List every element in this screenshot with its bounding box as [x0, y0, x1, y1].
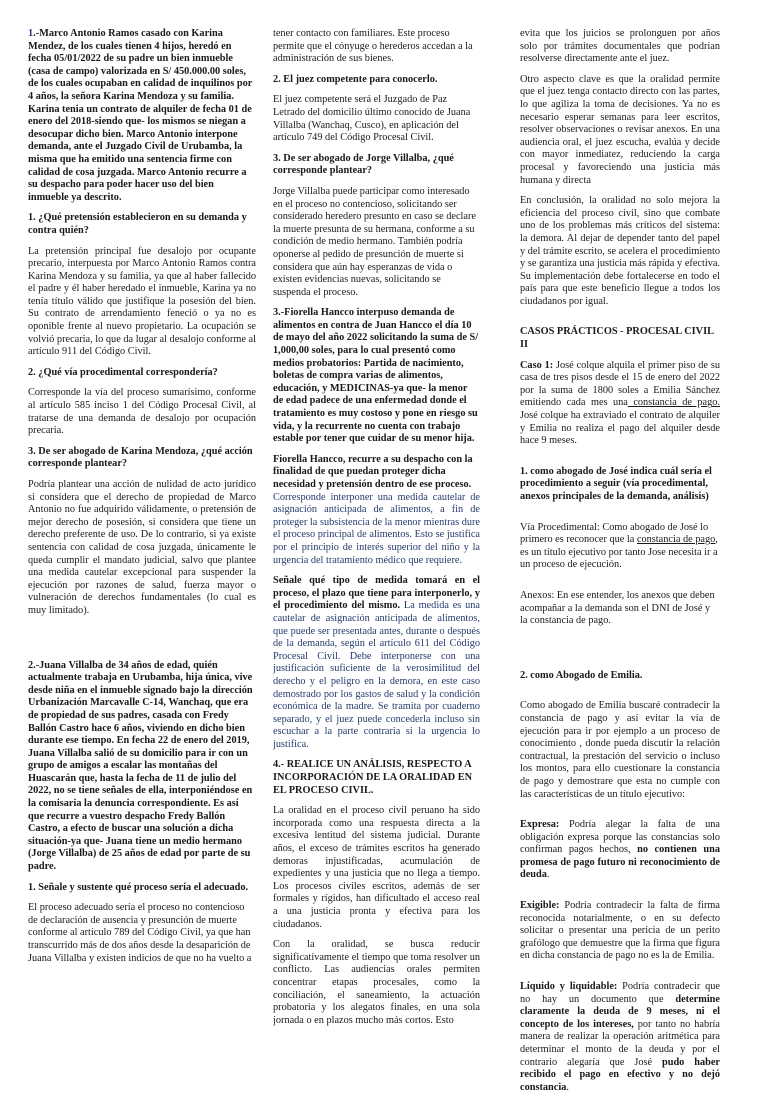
- spacer: [520, 316, 720, 326]
- practical-question-2: 2. como Abogado de Emilia.: [520, 669, 643, 681]
- case-2-statement: 2.-Juana Villalba de 34 años de edad, quién actualmente trabaja en Urubamba, hija única, vive desde niña en el inmueble signado bajo la dirección Urbanización Marcavalle C-14, Wanchaq, que era de propiedad de sus padres, casada con Fredy Ballón Castro hace 6 años, viviendo en dicho bien durante ese tiempo. En fecha 22 de enero del 2019, Juana Villalba salió de su domicilio para ir con un grupo de amigos a escalar las montañas del Huascarán que, hasta la fecha de 11 de julio del 2022, no se tiene señales de ella, interponiéndose en la comisaria la denuncia correspondiente. Es así que recurre a vuestro despacho Fredy Ballón Castro, a efecto de buscar una solución a dicha situación-ya que- Juana tiene un medio hermano (Jorge Villalba) de 25 años de edad por parte de su padre.: [28, 659, 253, 873]
- case-2-question-3: 3. De ser abogado de Jorge Villalba, ¿qué corresponde plantear?: [273, 152, 454, 177]
- spacer: [520, 512, 720, 522]
- question-2: 2. ¿Qué vía procedimental correspondería?: [28, 366, 218, 378]
- case-2-answer-2: El juez competente será el Juzgado de Paz Letrado del domicilio último conocido de Juana Villalba (Wanchaq, Cusco), en aplicación del artículo 749 del Código Procesal Civil.: [273, 94, 471, 144]
- case-2-answer-1-continued: tener contacto con familiares. Este proceso permite que el cónyuge o herederos accedan a la administración de sus bienes.: [273, 28, 473, 65]
- spacer: [520, 809, 720, 819]
- case-3-answer-2: La medida es una cautelar de asignación anticipada de alimentos, que puede ser presentada antes, durante o después de la demanda, según el artículo 611 del Código Procesal Civil. Debe interponerse con una justificación suficiente de la verosimilitud del derecho y el peligro en la demora, en este caso demostrado por los gastos de salud y la condición económica de la madre. Se tramita por cuaderno separado, y el juez puede concederla incluso sin escuchar a la parte contraria si la urgencia lo justifica.: [273, 600, 480, 750]
- answer-2: Corresponde la vía del proceso sumarísimo, conforme al artículo 585 inciso 1 del Código Procesal Civil, al tratarse de una demanda de desalojo por ocupación precaria.: [28, 387, 256, 437]
- column-left: [28, 28, 256, 973]
- practical-question-1: 1. como abogado de José indica cuál sería el procedimiento a seguir (vía procedimental, anexos principales de la demanda, análisis): [520, 465, 712, 502]
- case-3-statement: 3.-Fiorella Hancco interpuso demanda de alimentos en contra de Juan Hancco el día 10 de mayo del año 2022 solicitando la suma de S/ 1,000,00 soles, para lo cual presentó como medios probatorios: Partida de nacimiento, boletas de compra varias de alimentos, educación, y MEDICINAS-ya que- la menor de edad padece de una enfermedad donde el tratamiento es muy costoso y pone en riesgo su vida, y la recurrente no cuenta con trabajo estable por tener que cuidar de su menor hija.: [273, 307, 479, 445]
- orality-paragraph-2-continued: evita que los juicios se prolonguen por años solo por trámites documentales que podrían resolverse directamente ante el juez.: [520, 28, 720, 65]
- argument-expresa: Expresa: Podría alegar la falta de una obligación expresa porque las constancias solo confirman pagos hechos, no contienen una promesa de pago futuro ni reconocimiento de deuda.: [520, 819, 720, 881]
- case-3-question-2-block: [273, 575, 480, 751]
- spacer: [520, 580, 720, 590]
- spacer: [520, 890, 720, 900]
- procedural-route: Vía Procedimental: Como abogado de José lo primero es reconocer que la constancia de pago, es un título ejecutivo por tanto Jose necesita ir a un proceso de ejecución.: [520, 521, 718, 571]
- case-3-answer-1: Corresponde interponer una medida cautelar de asignación anticipada de alimentos, a fin de proteger la subsistencia de la menor mientras dure el proceso principal de alimentos. Esto se justifica por el principio de interés superior del niño y la urgencia del tratamiento médico que requiere.: [273, 491, 480, 566]
- question-1: 1. ¿Qué pretensión establecieron en su demanda y contra quién?: [28, 212, 247, 236]
- question-4-heading: 4.- REALICE UN ANÁLISIS, RESPECTO A INCORPORACIÓN DE LA ORALIDAD EN EL PROCESO CIVIL.: [273, 759, 473, 796]
- spacer: [520, 971, 720, 981]
- spacer: [520, 636, 720, 670]
- column-middle: [273, 28, 480, 1035]
- case-1-number: 1: [28, 28, 34, 39]
- case-1-statement: 1.-Marco Antonio Ramos casado con Karina Mendez, de los cuales tienen 4 hijos, heredó en fecha 05/01/2022 de su padre un bien inmueble (casa de campo) valorizada en S/ 450.000.00 soles, de los cuales ocupaban en calidad de inquilinos por 4 años, la señora Karina Mendoza y su familia. Karina tenia un contrato de alquiler de fecha 01 de enero del 2018-siendo que- los mismos se niegan a desocupar dicho bien. Marco Antonio interpone demanda, ante el Juzgado Civil de Urubamba, la misma que ha emitido una sentencia firme con calidad de cosa juzgada. Marco Antonio recurre a su despacho para poder hacer uso del bien inmueble ya descrito.: [28, 28, 253, 203]
- answer-1: La pretensión principal fue desalojo por ocupante precario, interpuesta por Marco Antonio Ramos contra Karina Mendoza y su familia, ya que al haber fallecido el padre y él haber heredado el inmueble, Karina ya no tenía título válido que justifique la posesión del bien. Su contrato de arrendamiento feneció o ya no es oponible frente al nuevo propietario. La ocupación se volvió precaria, lo que da lugar al desalojo conforme al artículo 911 del Código Civil.: [28, 245, 256, 358]
- spacer: [520, 456, 720, 466]
- case-2-answer-3: Jorge Villalba puede participar como interesado en el proceso no contencioso, solicitando ser considerado heredero presunto en caso se declare la muerte presunta de su hermana, conforme a su condición de medio hermano. También podría oponerse al pedido de presunción de muerte si considera que aún hay esperanzas de vida o existen evidencias nuevas, solicitando se suspenda el proceso.: [273, 185, 476, 298]
- case-2-question-2: 2. El juez competente para conocerlo.: [273, 73, 438, 85]
- annexes: Anexos: En ese entender, los anexos que deben acompañar a la demanda son el DNI de José y la constancia de pago.: [520, 589, 715, 627]
- column-right: [520, 28, 720, 1102]
- practical-case-1: Caso 1: José colque alquila el primer piso de su casa de tres pisos desde el 15 de enero del 2022 por la suma de 1800 soles a Emilia Sánchez emitiendo cada mes una constancia de pago. José colque ha extraviado el contrato de alquiler y Emilia no realiza el pago del alquiler desde hace 9 meses.: [520, 359, 720, 447]
- spacer: [28, 626, 256, 660]
- argument-exigible: Exigible: Podría contradecir la falta de firma reconocida notarialmente, o en su defecto solicitar o presentar una pericia de un perito grafólogo que demuestre que la firma que figura en dicha constancia de pago no es la de Emilia.: [520, 900, 720, 962]
- emilia-defense-intro: Como abogado de Emilia buscaré contradecir la constancia de pago y así evitar la vía de ejecución para ir por ejemplo a un proceso de conocimiento , donde pueda discutir la relación contractual, la prestación del servicio o incluso los montos, para ello cuestionare la constancia de pago y demostrare que esta no cumple con las características de un título ejecutivo:: [520, 700, 720, 800]
- case-2-answer-1: El proceso adecuado sería el proceso no contencioso de declaración de ausencia y presunción de muerte conforme al artículo 789 del Código Civil, ya que han transcurrido más de dos años desde la desaparición de Juana Villalba y existen indicios de que no ha vuelto a: [28, 902, 252, 964]
- orality-paragraph-3: Otro aspecto clave es que la oralidad permite que el juez tenga contacto directo con las partes, lo que agiliza la toma de decisiones. Ya no es necesario esperar semanas para leer escritos, resolver observaciones o revisar anexos. En una audiencia oral, el juez escucha, evalúa y decide con mayor inmediatez, reduciendo la carga procesal y favoreciendo una justicia más humana y directa: [520, 73, 720, 186]
- orality-paragraph-2: Con la oralidad, se busca reducir significativamente el tiempo que toma resolver un conflicto. Las audiencias orales permiten concentrar etapas procesales, como la conciliación, el saneamiento, la actuación probatoria y los alegatos finales, en una sola jornada o en plazos mucho más cortos. Esto: [273, 939, 480, 1026]
- practical-cases-heading: CASOS PRÁCTICOS - PROCESAL CIVIL II: [520, 326, 714, 351]
- argument-liquido: Líquido y liquidable: Podría contradecir que no hay un documento que determine claramente la deuda de 9 meses, ni el concepto de los intereses, por tanto no habría manera de realizar la operación aritmética para determinar el monto de la deuda y por el contrario alegaría que José pudo haber recibido el pago en efectivo y no dejó constancia.: [520, 981, 720, 1093]
- answer-3: Podría plantear una acción de nulidad de acto jurídico si considera que el derecho de propiedad de Marco Antonio no fue adquirido válidamente, o pretensión de mejor derecho de posesión, si considera que tiene un derecho preferente de uso. De lo contrario, si ya existe sentencia con calidad de cosa juzgada, únicamente le queda cumplir el mandato judicial, salvo que plantee una medida cautelar excepcional para suspender la ejecución por razones de salud, fuerza mayor o vulneración de derechos fundamentales (lo cual es muy limitado).: [28, 479, 256, 616]
- spacer: [520, 690, 720, 700]
- case-3-question-1: Fiorella Hancco, recurre a su despacho con la finalidad de que puedan proteger dicha necesidad y pretensión dentro de ese proceso.: [273, 453, 473, 490]
- orality-conclusion: En conclusión, la oralidad no solo mejora la eficiencia del proceso civil, sino que combate uno de los problemas más críticos del sistema: la demora. Al dejar de depender tanto del papel y del trámite escrito, se acelera el procedimiento y se garantiza una justicia más rápida y efectiva. Su implementación debe fortalecerse en todo el país para que este beneficio llegue a todos los ciudadanos por igual.: [520, 195, 720, 307]
- case-2-question-1: 1. Señale y sustente qué proceso sería el adecuado.: [28, 881, 249, 893]
- case-3-question-2: Señale qué tipo de medida tomará en el proceso, el plazo que tiene para interponerlo, y el procedimiento del mismo.: [273, 575, 480, 612]
- question-3: 3. De ser abogado de Karina Mendoza, ¿qué acción corresponde plantear?: [28, 445, 253, 470]
- orality-paragraph-1: La oralidad en el proceso civil peruano ha sido incorporada como una respuesta directa a la excesiva lentitud del sistema judicial. Durante años, el exceso de trámites escritos ha generado demoras injustificadas, acumulación de expedientes y una justicia que no llega a tiempo. Los procesos civiles escritos, además de ser formales y rígidos, han dificultado el acceso real a una justicia pronta y efectiva para los ciudadanos.: [273, 805, 480, 930]
